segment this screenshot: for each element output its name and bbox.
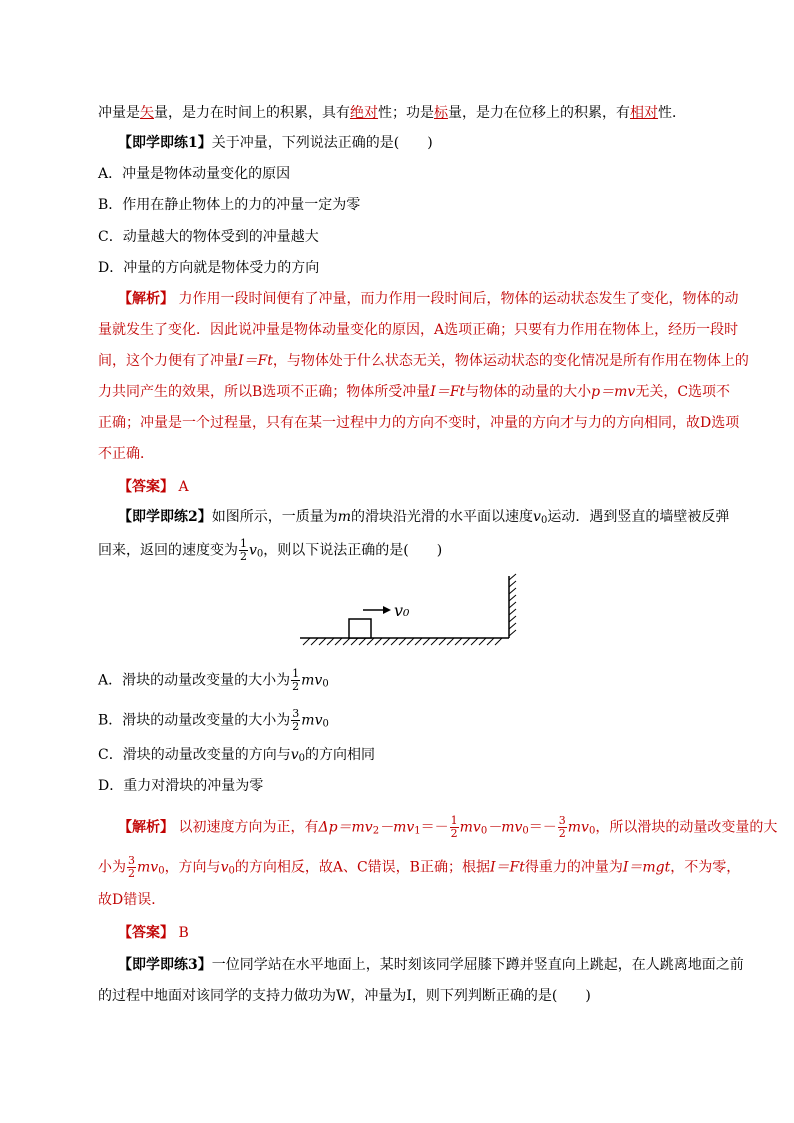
analysis-text: 的方向相反，故A、C错误，B正确；根据 <box>234 859 490 876</box>
intro-text: 性；功是 <box>378 105 434 121</box>
sliding-block-figure <box>295 570 525 652</box>
q2-stem-line-2 <box>98 538 442 563</box>
symbol-mv: mv <box>459 819 481 836</box>
q1-analysis-line-1 <box>118 289 738 309</box>
fraction-denominator: 2 <box>128 867 135 880</box>
symbol-v: v <box>249 542 257 559</box>
subscript: 0 <box>480 825 488 837</box>
fraction-half <box>450 815 459 840</box>
stem-text: 的滑块沿光滑的水平面以速度 <box>351 509 534 525</box>
option-text: 的方向相同 <box>305 747 376 763</box>
q1-option-d: D．冲量的方向就是物体受力的方向 <box>98 260 320 276</box>
intro-keyword: 矢 <box>140 105 154 121</box>
q3-stem-line-2: 的过程中地面对该同学的支持力做功为W，冲量为I，则下列判断正确的是( ) <box>98 988 591 1004</box>
stem-text: ，则以下说法正确的是( ) <box>263 542 443 559</box>
stem-text: 一位同学站在水平地面上，某时刻该同学屈膝下蹲并竖直向上跳起，在人跳离地面之前 <box>211 957 744 973</box>
intro-text: 量，是力在时间上的积累，具有 <box>154 105 350 121</box>
intro-text: 量，是力在位移上的积累，有 <box>448 105 630 121</box>
formula-impulse: I＝Ft <box>238 353 273 369</box>
fraction-denominator: 2 <box>450 827 458 840</box>
symbol-v: v <box>220 859 229 876</box>
fraction-numerator: 1 <box>240 537 247 550</box>
fraction-half <box>291 668 300 693</box>
formula-gravity-impulse: I＝mgt <box>622 859 671 876</box>
q1-option-b: B．作用在静止物体上的力的冲量一定为零 <box>98 197 361 213</box>
fraction-denominator: 2 <box>558 827 566 840</box>
symbol-mv: mv <box>137 859 159 876</box>
q2-answer-value: B <box>178 925 189 941</box>
symbol-m: m <box>337 509 352 525</box>
q2-tag: 【即学即练2】 <box>118 509 212 525</box>
formula-text: Δp＝mv <box>318 819 373 836</box>
symbol-mv: mv <box>301 672 323 689</box>
intro-text: 性． <box>658 105 686 121</box>
analysis-text: ，不为零， <box>670 859 741 876</box>
subscript: 0 <box>158 865 165 877</box>
fraction-half <box>239 538 248 563</box>
q2-stem-line-1 <box>118 507 729 527</box>
subscript: 0 <box>540 515 548 526</box>
analysis-text: ，与物体处于什么状态无关，物体运动状态的变化情况是所有作用在物体上的 <box>272 353 749 369</box>
subscript: 0 <box>522 825 529 837</box>
q1-stem-text: 关于冲量，下列说法正确的是( ) <box>211 135 433 151</box>
q1-answer-tag: 【答案】 <box>118 479 174 495</box>
q1-option-a: A．冲量是物体动量变化的原因 <box>98 166 291 182</box>
analysis-text: 间，这个力便有了冲量 <box>98 353 238 369</box>
stem-text: 如图所示，一质量为 <box>211 509 338 525</box>
formula-text: －mv <box>487 819 523 836</box>
q2-analysis-line-3: 故D错误． <box>98 892 166 908</box>
fraction-three-halves <box>291 708 300 733</box>
q1-tag: 【即学即练1】 <box>118 135 212 151</box>
analysis-text: 得重力的冲量为 <box>524 859 623 876</box>
fraction-denominator: 2 <box>292 680 300 693</box>
q3-stem-line-1 <box>118 955 744 975</box>
fraction-numerator: 1 <box>292 667 300 680</box>
symbol-mv: mv <box>567 819 589 836</box>
q1-analysis-line-6: 不正确． <box>98 446 154 462</box>
fraction-three-halves <box>558 815 567 840</box>
q1-analysis-line-3 <box>98 351 749 371</box>
fraction-denominator: 2 <box>240 550 247 563</box>
symbol-v: v <box>533 509 541 525</box>
analysis-text: 小为 <box>98 859 126 876</box>
analysis-text: 无关，C选项不 <box>635 384 731 400</box>
q2-answer <box>118 923 189 943</box>
velocity-arrow-head <box>383 606 391 614</box>
q2-option-a <box>98 668 329 693</box>
q1-answer-value: A <box>178 479 189 495</box>
option-text: B．滑块的动量改变量的大小为 <box>98 712 291 729</box>
fraction-three-halves <box>127 855 136 880</box>
subscript: 0 <box>322 678 329 690</box>
intro-keyword: 绝对 <box>350 105 378 121</box>
subscript: 1 <box>414 825 421 837</box>
intro-keyword: 标 <box>434 105 448 121</box>
analysis-text: ，方向与 <box>164 859 221 876</box>
subscript: 0 <box>298 753 306 764</box>
q1-analysis-line-2: 量就发生了变化．因此说冲量是物体动量变化的原因，A选项正确；只要有力作用在物体上，经历一段时 <box>98 322 739 338</box>
analysis-text: 力作用一段时间便有了冲量，而力作用一段时间后，物体的运动状态发生了变化，物体的动 <box>178 291 739 307</box>
subscript: 2 <box>372 825 380 837</box>
block-box <box>349 619 371 638</box>
subscript: 0 <box>322 718 329 730</box>
option-text: C．滑块的动量改变量的方向与 <box>98 747 291 763</box>
q1-answer <box>118 477 189 497</box>
fraction-denominator: 2 <box>292 720 300 733</box>
fraction-numerator: 3 <box>558 814 566 827</box>
q2-option-b <box>98 708 329 733</box>
formula-impulse: I＝Ft <box>430 384 466 400</box>
ground-hatching <box>303 638 502 645</box>
intro-text: 冲量是 <box>98 105 140 121</box>
analysis-text: ，所以滑块的动量改变量的大 <box>595 819 778 836</box>
wall-hatching <box>509 574 516 636</box>
formula-momentum: p＝mv <box>591 384 636 400</box>
option-text: A．滑块的动量改变量的大小为 <box>98 672 291 689</box>
q3-tag: 【即学即练3】 <box>118 957 212 973</box>
subscript: 0 <box>588 825 596 837</box>
stem-text: 运动．遇到竖直的墙壁被反弹 <box>547 509 730 525</box>
formula-text: －mv <box>379 819 415 836</box>
velocity-label: v₀ <box>394 601 410 620</box>
formula-impulse: I＝Ft <box>489 859 525 876</box>
q2-answer-tag: 【答案】 <box>118 925 174 941</box>
q2-analysis-line-2 <box>98 855 740 880</box>
q1-analysis-line-4 <box>98 382 730 402</box>
stem-text: 回来，返回的速度变为 <box>98 542 238 559</box>
fraction-numerator: 1 <box>450 814 458 827</box>
subscript: 0 <box>228 865 235 877</box>
intro-keyword: 相对 <box>630 105 658 121</box>
symbol-mv: mv <box>301 712 323 729</box>
fraction-numerator: 3 <box>292 707 300 720</box>
q2-option-d: D．重力对滑块的冲量为零 <box>98 778 264 794</box>
q1-option-c: C．动量越大的物体受到的冲量越大 <box>98 229 319 245</box>
analysis-text: 以初速度方向为正，有 <box>178 819 319 836</box>
q1-analysis-line-5: 正确；冲量是一个过程量，只有在某一过程中力的方向不变时，冲量的方向才与力的方向相同，故D选项 <box>98 415 740 431</box>
intro-line <box>98 103 686 123</box>
q1-analysis-tag: 【解析】 <box>118 291 174 307</box>
q2-analysis-line-1 <box>118 815 777 840</box>
analysis-text: 与物体的动量的大小 <box>465 384 592 400</box>
q2-analysis-tag: 【解析】 <box>118 819 174 836</box>
formula-text: ＝－ <box>420 819 449 836</box>
q1-stem <box>118 133 433 153</box>
analysis-text: 力共同产生的效果，所以B选项不正确；物体所受冲量 <box>98 384 431 400</box>
symbol-v: v <box>290 747 299 763</box>
subscript: 0 <box>256 548 264 560</box>
formula-text: ＝－ <box>528 819 557 836</box>
q2-option-c <box>98 745 375 765</box>
fraction-numerator: 3 <box>128 854 135 867</box>
